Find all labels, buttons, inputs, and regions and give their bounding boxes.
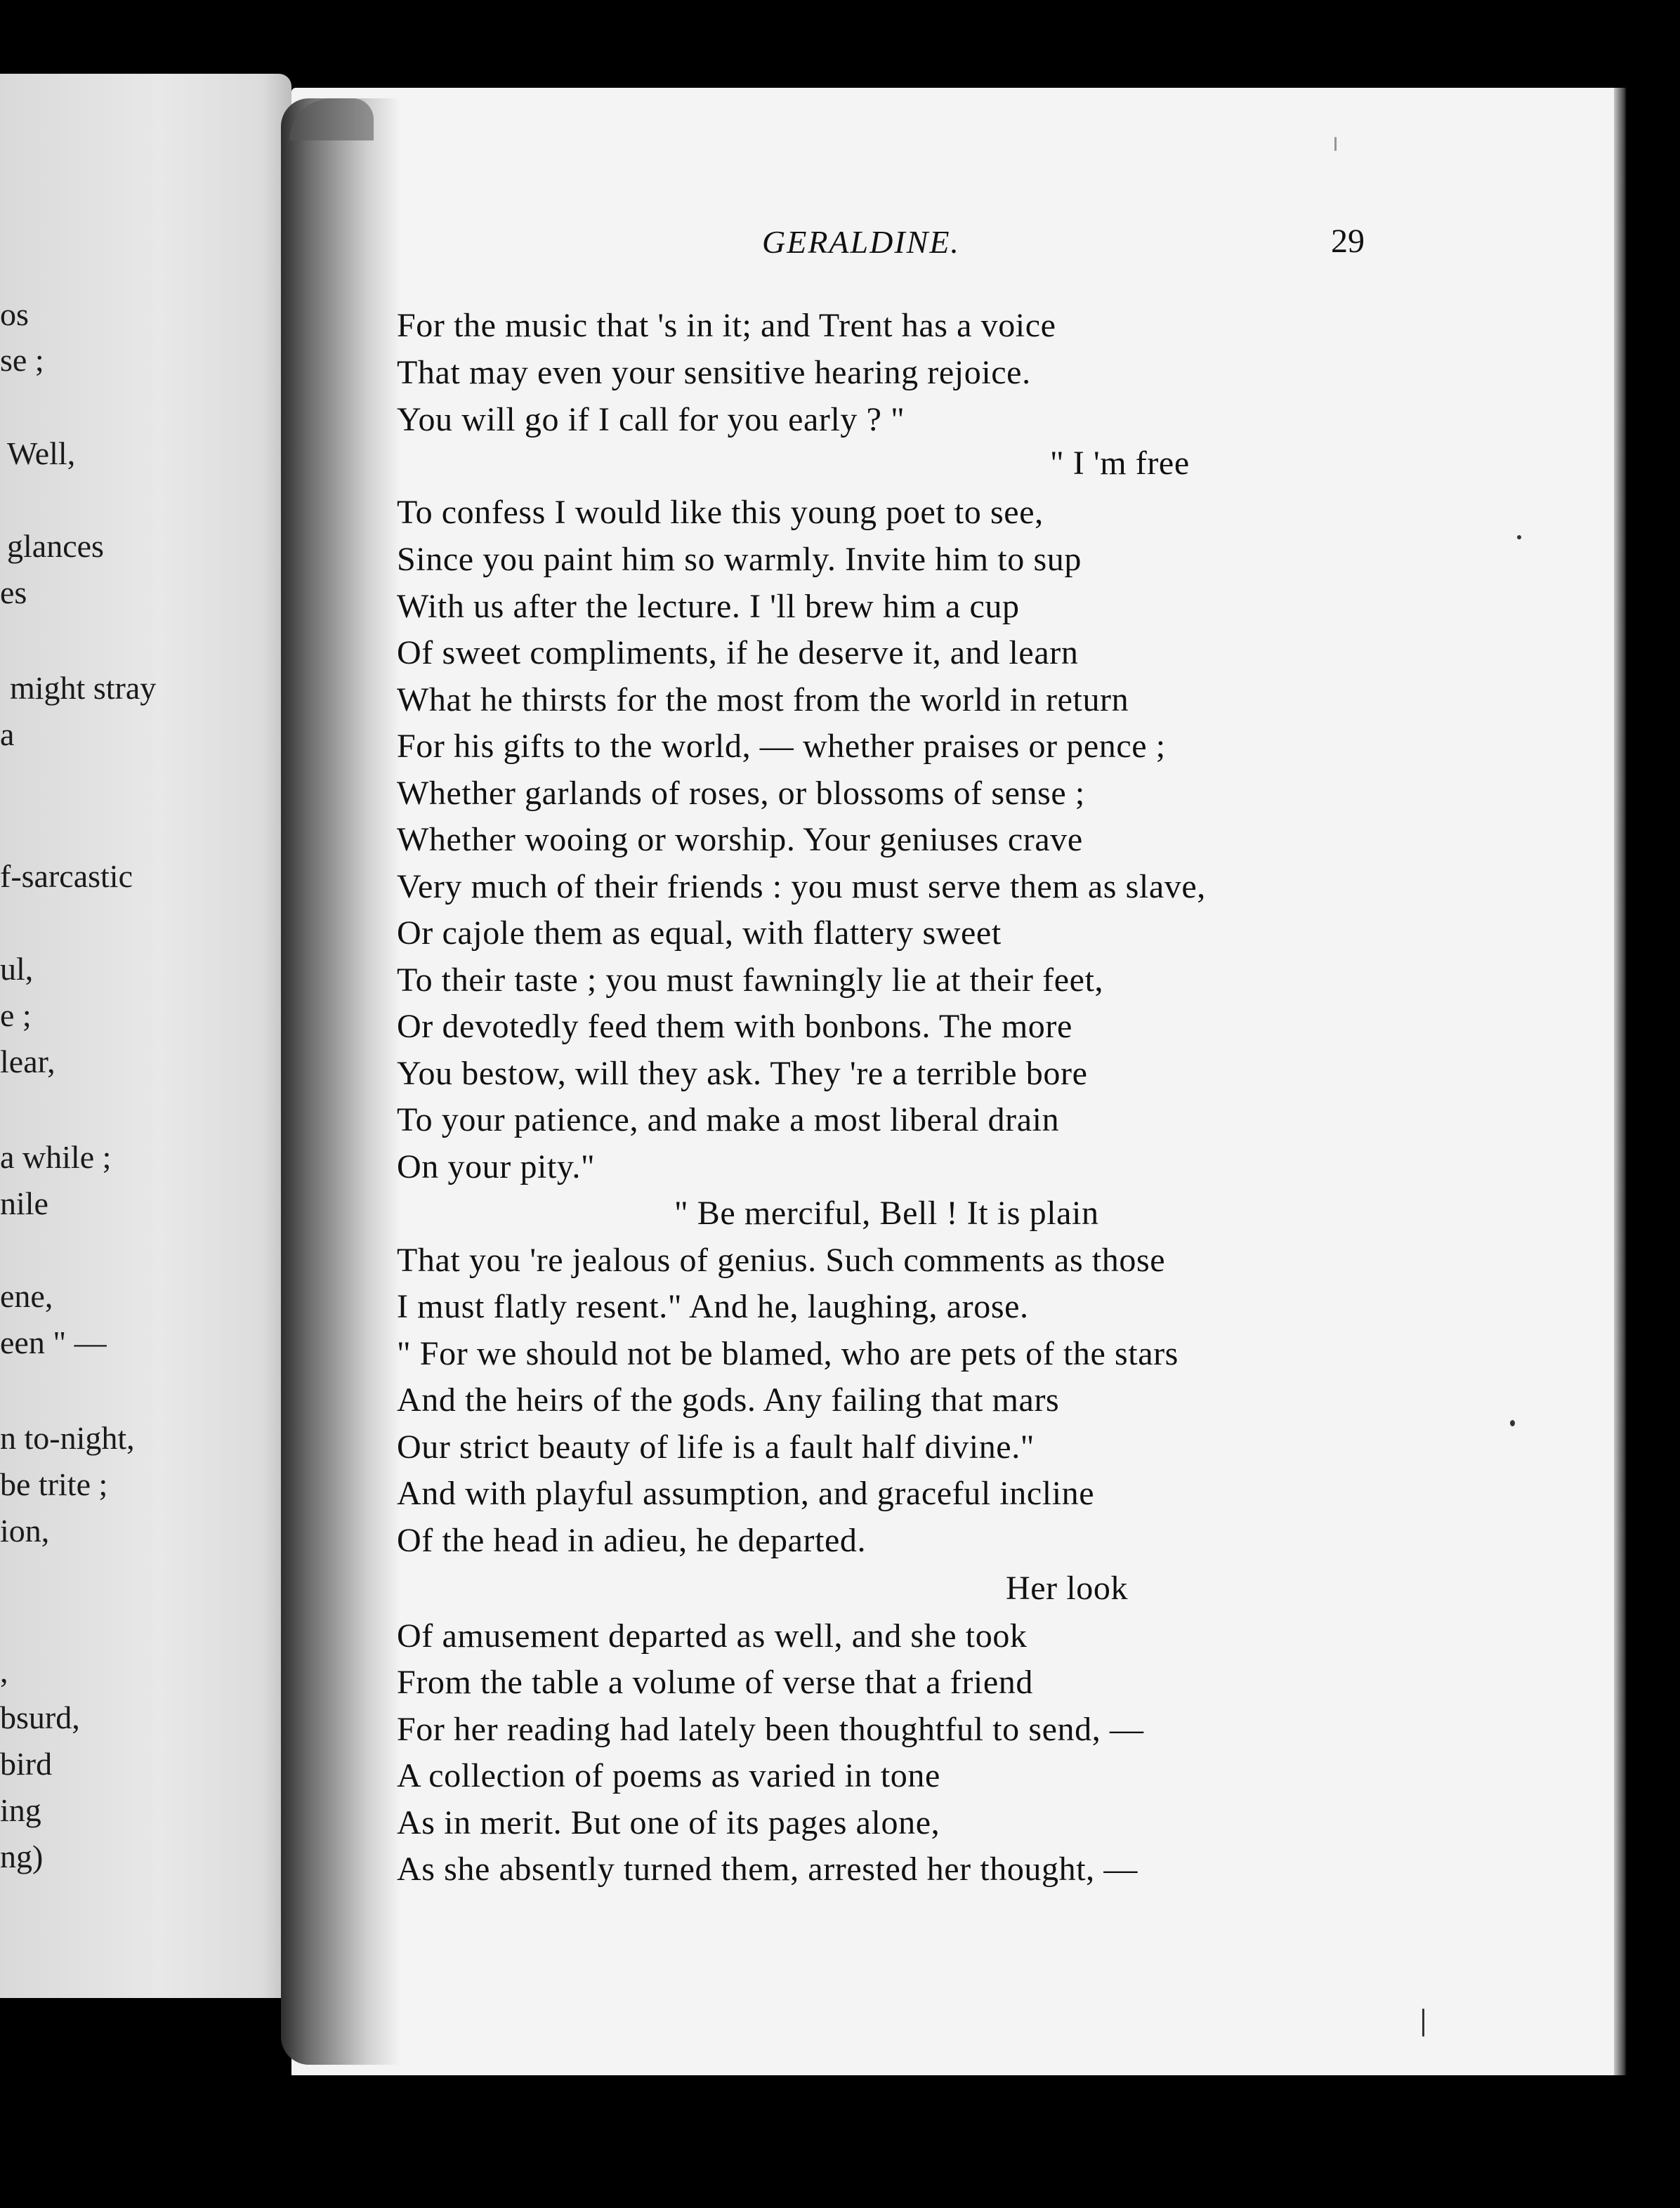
left-page xyxy=(0,74,291,1998)
text-line: For his gifts to the world, — whether praises or pence ; xyxy=(397,728,1166,765)
left-fragment: es xyxy=(0,574,27,610)
text-line: That you 're jealous of genius. Such comments as those xyxy=(397,1242,1166,1279)
text-line: Very much of their friends : you must serve them as slave, xyxy=(397,868,1206,905)
left-fragment: ene, xyxy=(0,1278,53,1314)
text-line: You bestow, will they ask. They 're a terrible bore xyxy=(397,1055,1088,1092)
text-line: Whether wooing or worship. Your geniuses crave xyxy=(397,821,1083,858)
paper-speck xyxy=(1334,137,1337,151)
text-line: As in merit. But one of its pages alone, xyxy=(397,1804,940,1841)
text-line: That may even your sensitive hearing rejoice. xyxy=(397,354,1031,391)
left-fragment: os xyxy=(0,296,29,332)
left-fragment: a while ; xyxy=(0,1139,112,1175)
left-fragment: Well, xyxy=(7,435,76,471)
text-line: Her look xyxy=(1006,1570,1129,1607)
left-fragment: se ; xyxy=(0,342,44,378)
text-line: On your pity." xyxy=(397,1148,596,1185)
left-fragment: n to-night, xyxy=(0,1420,135,1456)
left-fragment: een " — xyxy=(0,1325,107,1360)
left-fragment: bird xyxy=(0,1746,53,1782)
paper-speck xyxy=(1510,1420,1515,1426)
text-line: Or devotedly feed them with bonbons. The more xyxy=(397,1008,1072,1045)
page-edge xyxy=(1614,88,1627,2075)
text-line: " I 'm free xyxy=(1050,445,1190,482)
text-line: Of the head in adieu, he departed. xyxy=(397,1522,867,1559)
left-fragment: be trite ; xyxy=(0,1466,108,1502)
running-header: GERALDINE. xyxy=(762,224,960,260)
left-fragment: ng) xyxy=(0,1839,44,1874)
text-line: Or cajole them as equal, with flattery sweet xyxy=(397,914,1002,952)
left-fragment: ion, xyxy=(0,1513,50,1549)
left-fragment: lear, xyxy=(0,1044,55,1079)
text-line: Of sweet compliments, if he deserve it, and learn xyxy=(397,634,1079,671)
text-line: As she absently turned them, arrested her thought, — xyxy=(397,1851,1138,1888)
left-fragment: bsurd, xyxy=(0,1700,80,1735)
text-line: I must flatly resent." And he, laughing, arose. xyxy=(397,1288,1029,1325)
text-line: And with playful assumption, and graceful incline xyxy=(397,1475,1095,1512)
text-line: Of amusement departed as well, and she took xyxy=(397,1617,1028,1655)
text-line: To confess I would like this young poet to see, xyxy=(397,494,1044,531)
left-fragment: a xyxy=(0,716,15,752)
text-line: To your patience, and make a most liberal drain xyxy=(397,1101,1060,1138)
paper-speck xyxy=(1517,535,1521,539)
text-line: Since you paint him so warmly. Invite him to sup xyxy=(397,541,1082,578)
left-fragment: ing xyxy=(0,1792,41,1828)
text-line: You will go if I call for you early ? " xyxy=(397,401,905,438)
page-number: 29 xyxy=(1331,223,1365,260)
text-line: For her reading had lately been thoughtful to send, — xyxy=(397,1711,1144,1748)
text-line: " For we should not be blamed, who are pets of the stars xyxy=(397,1335,1179,1372)
left-fragment: glances xyxy=(7,528,104,564)
text-line: " Be merciful, Bell ! It is plain xyxy=(674,1195,1099,1232)
left-fragment: , xyxy=(0,1653,8,1689)
text-line: Whether garlands of roses, or blossoms of sense ; xyxy=(397,775,1085,812)
paper-speck xyxy=(1422,2009,1424,2037)
text-line: Our strict beauty of life is a fault half divine." xyxy=(397,1428,1035,1466)
text-line: What he thirsts for the most from the world in return xyxy=(397,681,1129,718)
left-fragment: f-sarcastic xyxy=(0,858,133,894)
left-fragment: nile xyxy=(0,1185,48,1221)
text-line: From the table a volume of verse that a friend xyxy=(397,1664,1033,1701)
text-line: With us after the lecture. I 'll brew him a cup xyxy=(397,588,1020,625)
book-gutter xyxy=(281,98,400,2065)
text-line: For the music that 's in it; and Trent has a voice xyxy=(397,307,1056,344)
left-fragment: might stray xyxy=(10,670,157,706)
left-fragment: ul, xyxy=(0,951,34,987)
text-line: To their taste ; you must fawningly lie at their feet, xyxy=(397,961,1104,999)
left-fragment: e ; xyxy=(0,997,32,1033)
text-line: And the heirs of the gods. Any failing that mars xyxy=(397,1381,1060,1419)
text-line: A collection of poems as varied in tone xyxy=(397,1757,940,1794)
